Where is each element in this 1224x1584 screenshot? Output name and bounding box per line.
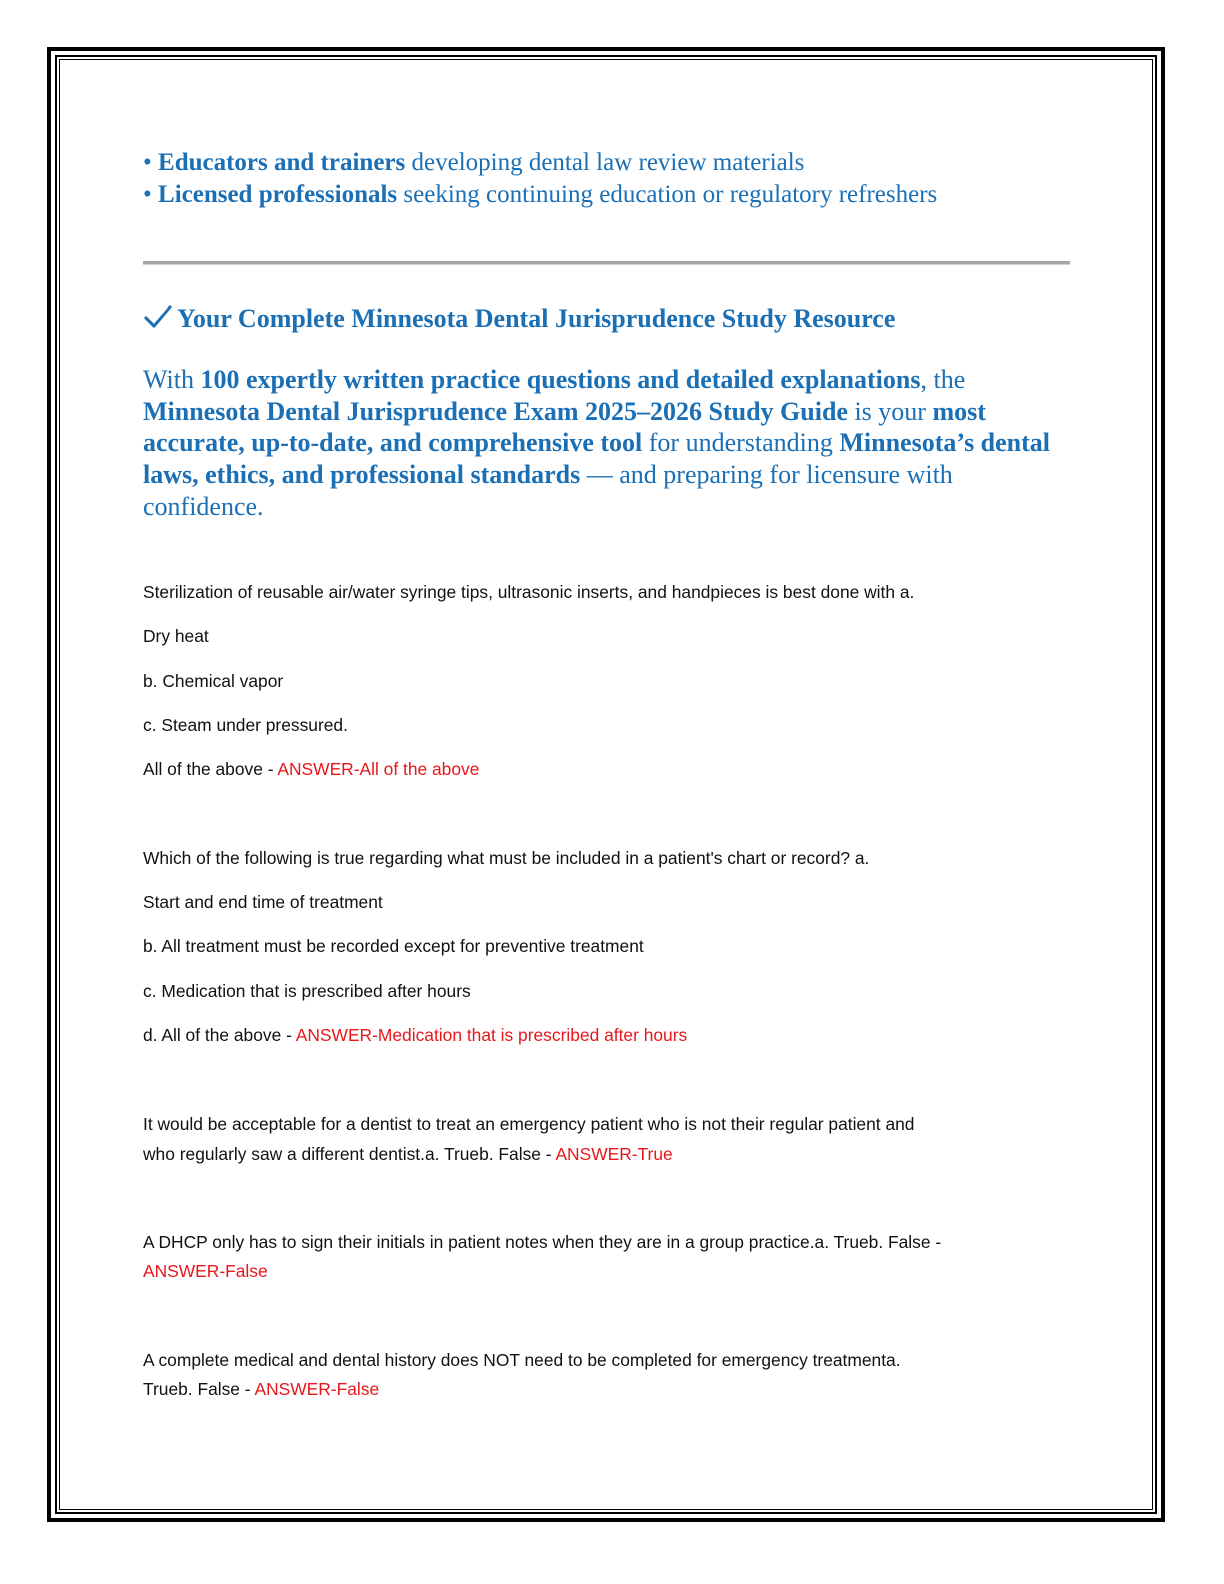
question-2-text: Which of the following is true regarding what must be included in a patient's chart or record? a. [143, 848, 870, 868]
intro-bold: 100 expertly written practice questions and detailed explanations [200, 365, 921, 394]
intro-text: — and preparing for licensure with confidence. [143, 460, 953, 521]
question-3-line-2 [143, 1140, 1058, 1169]
bullet-bold: Licensed professionals [158, 181, 398, 208]
question-2-option-d [143, 1021, 1058, 1050]
question-5-line-1: A complete medical and dental history does NOT need to be completed for emergency treatmenta. [143, 1350, 901, 1370]
question-text: Trueb. False - [143, 1379, 255, 1399]
question-1-text: Sterilization of reusable air/water syringe tips, ultrasonic inserts, and handpieces is best done with a. [143, 582, 915, 602]
page-border-innermost [59, 59, 1153, 1510]
heading-text: Your Complete Minnesota Dental Jurisprudence Study Resource [177, 304, 896, 333]
intro-bold: Minnesota’s dental laws, ethics, and professional standards [143, 428, 1051, 490]
bullet-item-educators: • Educators and trainers developing dental law review materials [143, 149, 805, 176]
bullet-bold: Educators and trainers [158, 149, 406, 176]
checkmark-icon [143, 303, 173, 331]
question-1-option-c: c. Steam under pressured. [143, 715, 348, 735]
section-heading [143, 302, 895, 336]
intro-bold: Minnesota Dental Jurisprudence Exam 2025–2026 Study Guide [143, 396, 848, 426]
intro-text: for understanding [642, 428, 840, 458]
question-1-option-b: b. Chemical vapor [143, 671, 284, 691]
question-2-option-a: Start and end time of treatment [143, 892, 383, 912]
answer-text: ANSWER-False [254, 1379, 380, 1399]
question-text: who regularly saw a different dentist.a. Trueb. False - [143, 1144, 556, 1164]
question-2-option-b: b. All treatment must be recorded except for preventive treatment [143, 936, 644, 956]
horizontal-divider [143, 261, 1070, 265]
question-2-option-c: c. Medication that is prescribed after hours [143, 981, 471, 1001]
answer-text: ANSWER-False [143, 1261, 268, 1281]
intro-bold: most accurate, up-to-date, and comprehensive tool [143, 396, 986, 458]
intro-paragraph [143, 364, 1058, 523]
question-1-option-d [143, 755, 1058, 784]
question-3-line-1: It would be acceptable for a dentist to treat an emergency patient who is not their regular patient and [143, 1114, 915, 1134]
bullet-item-professionals: • Licensed professionals seeking continuing education or regulatory refreshers [143, 181, 938, 208]
bullet-text: developing dental law review materials [405, 149, 805, 176]
intro-text: is your [847, 396, 933, 426]
option-text: All of the above - [143, 759, 278, 779]
question-1-option-a: Dry heat [143, 626, 209, 646]
answer-text: ANSWER-Medication that is prescribed after hours [295, 1025, 688, 1045]
question-4-line-1: A DHCP only has to sign their initials in patient notes when they are in a group practice.a. Trueb. False - [143, 1232, 942, 1252]
answer-text: ANSWER-True [555, 1144, 673, 1164]
question-5-line-2 [143, 1375, 1058, 1404]
bullet-text: seeking continuing education or regulatory refreshers [397, 181, 938, 208]
option-text: d. All of the above - [143, 1025, 296, 1045]
intro-text: , the [920, 365, 966, 394]
intro-text: With [143, 365, 201, 394]
answer-text: ANSWER-All of the above [277, 759, 480, 779]
